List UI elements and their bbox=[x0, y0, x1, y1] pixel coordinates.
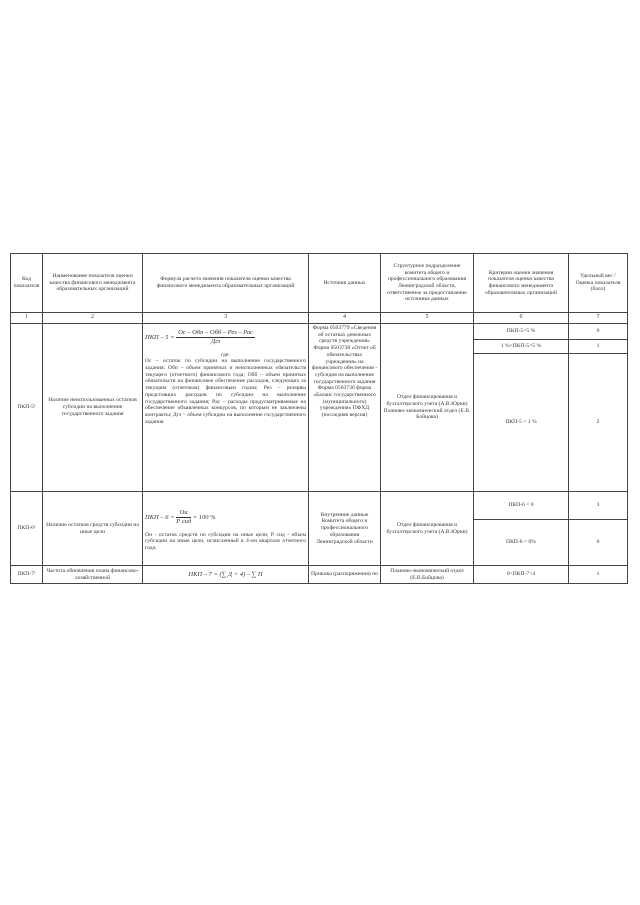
indicator-code: ПКП-6¹ bbox=[11, 492, 43, 566]
criteria-cell: ПКП-5 < 1 % bbox=[474, 354, 569, 492]
indicator-source: Приказы (распоряжения) по bbox=[309, 566, 381, 584]
col-number: 1 bbox=[11, 313, 43, 324]
indicators-table bbox=[10, 253, 628, 584]
col-number: 6 bbox=[474, 313, 569, 324]
header-name: Наименование показателя оценки качества финансового менеджмента образовательных организаций bbox=[43, 254, 143, 313]
header-row bbox=[11, 254, 628, 313]
table-row bbox=[11, 566, 628, 584]
col-number: 5 bbox=[381, 313, 474, 324]
indicator-department: Отдел финансирования и бухгалтерского учета (А.В.Юрин) bbox=[381, 492, 474, 566]
criteria-cell: 0<ПКП-7<4 bbox=[474, 566, 569, 584]
header-score: Удельный вес / Оценка показателя (балл) bbox=[569, 254, 628, 313]
formula-expression: ПКП – 6 = $\frac{Ои}{\text{Р сид}}$ × 100 % bbox=[145, 509, 216, 525]
col-number: 3 bbox=[143, 313, 309, 324]
score-cell: 2 bbox=[569, 354, 628, 492]
criteria-cell: ПКП-6 = 0 bbox=[474, 492, 569, 520]
indicator-department: Отдел финансирования и бухгалтерского учета (А.В.Юрин) Планово-экономический отдел (Е.В. Бойцова) bbox=[381, 324, 474, 492]
indicator-code: ПКП-7¹ bbox=[11, 566, 43, 584]
column-number-row bbox=[11, 313, 628, 324]
indicator-name: Наличие неиспользованных остатков субсидии на выполнение государственного задания bbox=[43, 324, 143, 492]
indicator-formula bbox=[143, 566, 309, 584]
indicator-department: Планово-экономический отдел (Е.В.Бойцова) bbox=[381, 566, 474, 584]
col-number: 7 bbox=[569, 313, 628, 324]
header-formula: Формула расчета значения показателя оценки качества финансового менеджмента образовательных организаций bbox=[143, 254, 309, 313]
indicator-code: ПКП-5¹ bbox=[11, 324, 43, 492]
header-criteria: Критерии оценки значения показателя оценки качества финансового менеджмента образовательных организаций bbox=[474, 254, 569, 313]
formula-expression: ПКП – 7 = (∑ Д + 4) – ∑ П bbox=[188, 570, 263, 578]
indicator-formula bbox=[143, 324, 309, 492]
indicator-source: Форма 0503779 «Сведения об остатках денежных средств учреждения» Форма 0503738 «Отчет об обязательствах учреждения» на финансового обеспечения - субсидия на выполнение государственного задания Форма 0503730 форма «Баланс государственного (муниципального) учреждения» ПФХД (последняя версия) bbox=[309, 324, 381, 492]
col-number: 4 bbox=[309, 313, 381, 324]
score-cell: 3 bbox=[569, 492, 628, 520]
score-cell: 0 bbox=[569, 324, 628, 340]
score-cell: 0 bbox=[569, 520, 628, 566]
criteria-cell: ПКП-5>5 % bbox=[474, 324, 569, 340]
score-cell: 1 bbox=[569, 566, 628, 584]
formula-where: где: bbox=[221, 351, 230, 358]
col-number: 2 bbox=[43, 313, 143, 324]
criteria-cell: 1 %<ПКП-5<5 % bbox=[474, 340, 569, 354]
formula-description: Ои - остаток средств по субсидии на иные цели; Р сид - объем субсидии на иные цели, исчисленный в 4-ом квартале отчетного года. bbox=[145, 531, 306, 552]
indicator-name: Наличие остатков средств субсидии на иные цели bbox=[43, 492, 143, 566]
formula-expression: ПКП – 5 = $\frac{\text{Ос – Обп – Обб – Рез – Рас}}{\text{Дгз}}$ bbox=[145, 329, 254, 345]
header-department: Структурное подразделение комитета общего и профессионального образования Ленинградской области, ответственное за предоставление источника данных bbox=[381, 254, 474, 313]
table-row bbox=[11, 324, 628, 340]
header-source: Источник данных bbox=[309, 254, 381, 313]
indicator-name: Частота обновления плана финансово-хозяйственной bbox=[43, 566, 143, 584]
header-code: Код показателя bbox=[11, 254, 43, 313]
score-cell: 1 bbox=[569, 340, 628, 354]
criteria-cell: ПКП-6 > 0% bbox=[474, 520, 569, 566]
indicator-formula bbox=[143, 492, 309, 566]
indicator-source: Внутренние данные Комитета общего и профессионального образования Ленинградской области bbox=[309, 492, 381, 566]
formula-description: Ос – остаток по субсидии на выполнение государственного задания; Обп – объем принятых и неисполненных обязательств текущего (отчетного) финансового года; Обб – объем принятых обязательств на финансовое обеспечение расходов, следующих за текущим (отчетным) финансовым годом; Рез – резервы предстоящих расходов по субсидии на выполнение государственного задания; Рас – расходы предусматриваемые на обеспечение объявленных конкурсов, по которым не заключены контракты; Дгз – объем субсидии на выполнение государственного задания bbox=[145, 358, 306, 425]
table-row bbox=[11, 492, 628, 520]
